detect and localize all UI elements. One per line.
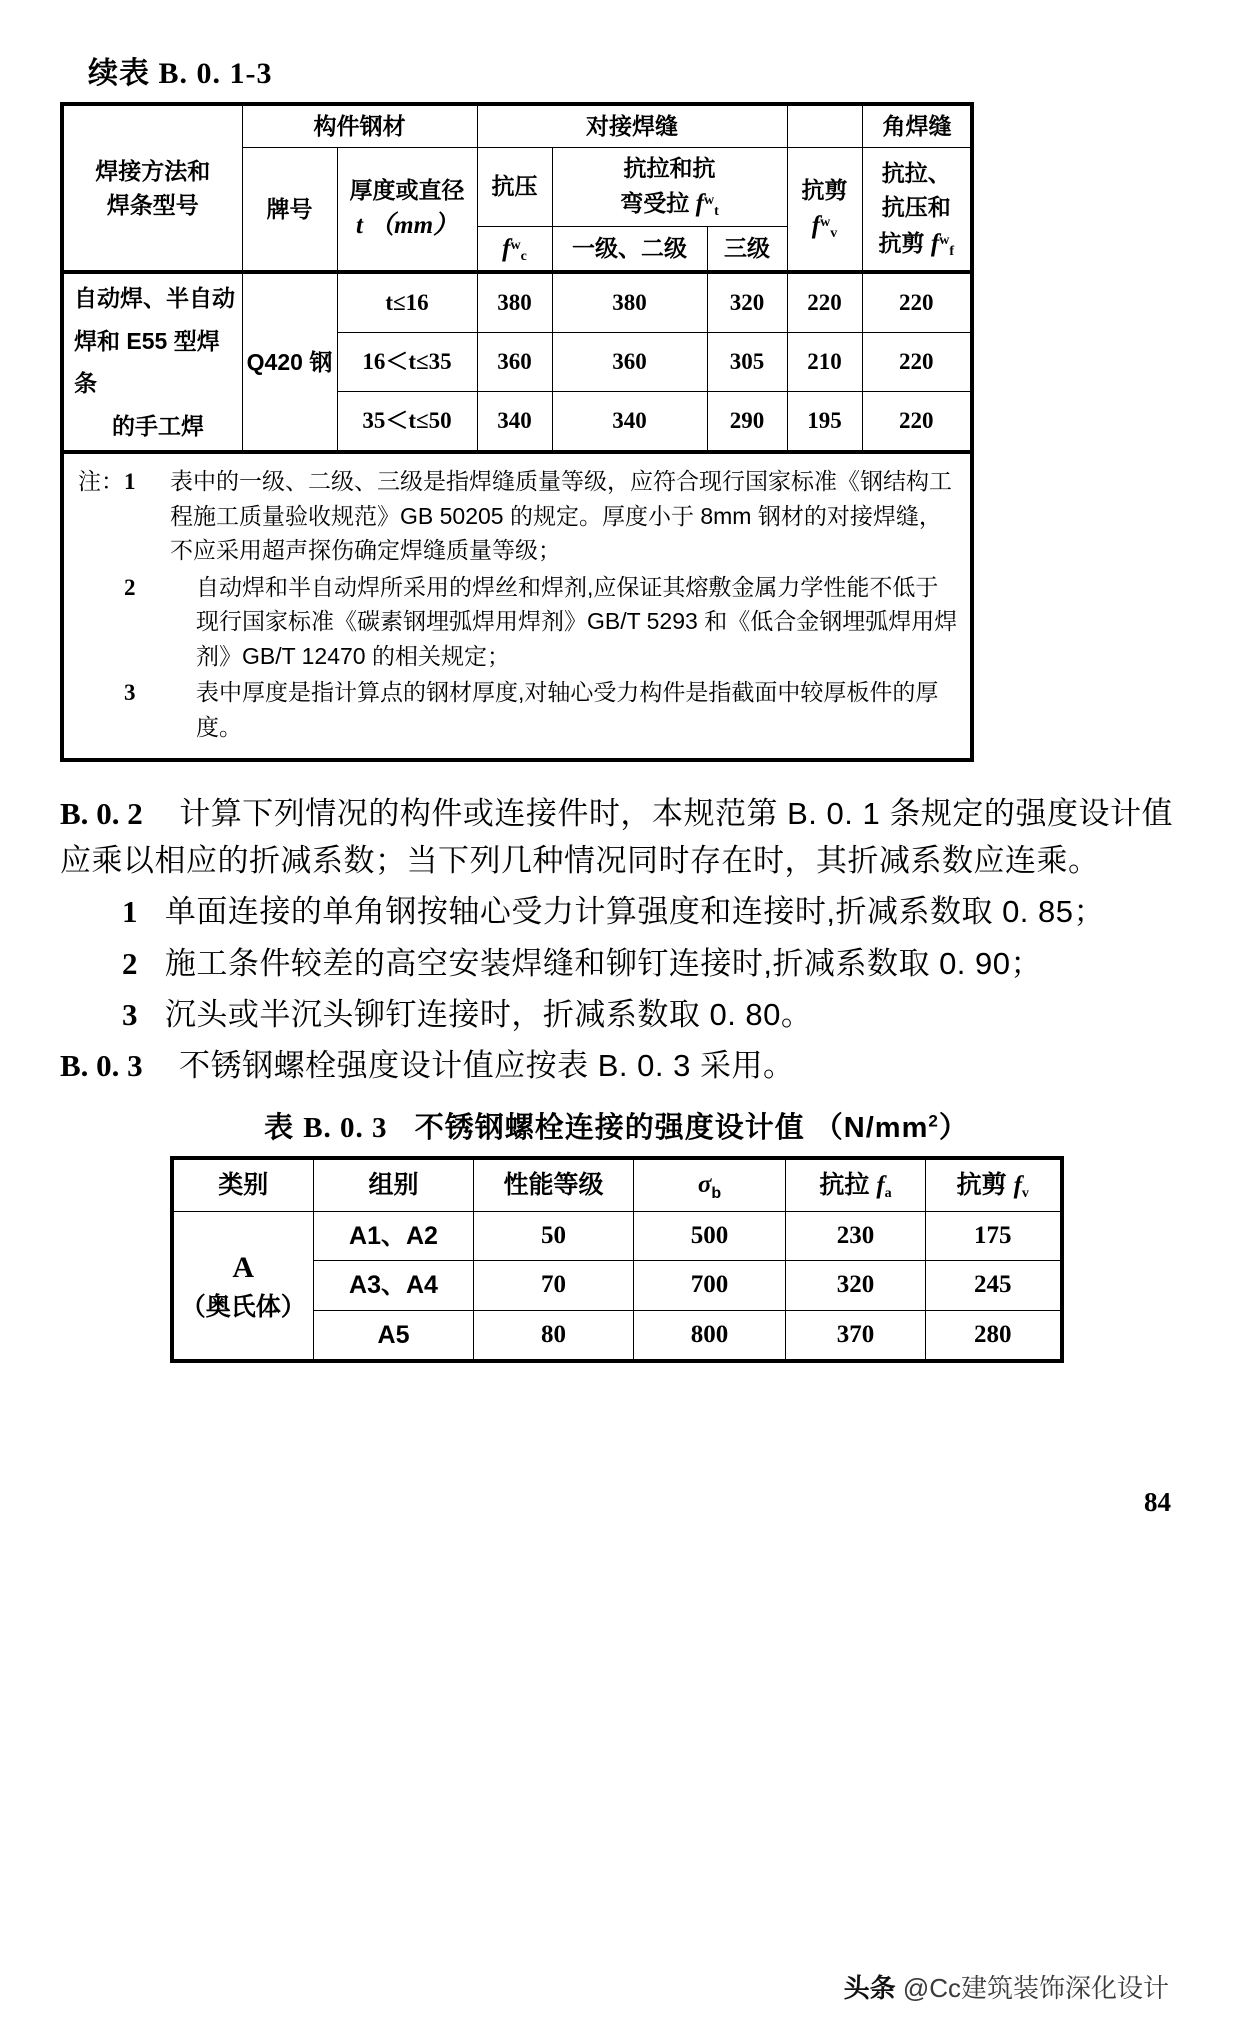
header-tension-line2: 弯受拉: [620, 190, 690, 216]
b02-paragraph: [60, 790, 1173, 884]
header-tension: [552, 147, 787, 226]
cell-shear-2: 210: [787, 333, 862, 392]
cell-fillet-1: 220: [862, 272, 972, 333]
header-group-steel: 构件钢材: [242, 104, 477, 147]
cell-grade-2: 70: [474, 1261, 634, 1310]
header-compression-symbol: $f^w_c$: [502, 234, 527, 264]
header-tension: 抗拉 $f_a$: [786, 1158, 926, 1212]
table-b03-caption-unit: $(N/mm^2)$: [813, 1111, 969, 1144]
cell-tension-3: 370: [786, 1310, 926, 1361]
cell-tension3-1: 320: [707, 272, 787, 333]
cell-thickness-1: t≤16: [337, 272, 477, 333]
header-group-butt-weld: 对接焊缝: [477, 104, 787, 147]
b02-item-2-text: 施工条件较差的高空安装焊缝和铆钉连接时,折减系数取 0. 90；: [164, 945, 1043, 981]
header-welding-method-line2: 焊条型号: [106, 192, 199, 218]
note-text-1: 表中的一级、二级、三级是指焊缝质量等级，应符合现行国家标准《钢结构工程施工质量验收规范》GB 50205 的规定。厚度小于 8mm 钢材的对接焊缝，不应采用超声探伤确定焊缝质量等级；: [170, 468, 952, 564]
cell-group-3: A5: [314, 1310, 474, 1361]
section-b02: [60, 790, 1173, 1089]
b03-paragraph: [60, 1042, 1173, 1089]
category-name: （奥氏体）: [180, 1293, 306, 1322]
continued-table-caption: [88, 48, 1173, 92]
table-notes: [62, 452, 972, 760]
b02-item-3-number: 3: [122, 996, 138, 1032]
cell-compression-2: 360: [477, 333, 552, 392]
page-number: 84: [1144, 1487, 1171, 1517]
cell-grade-3: 80: [474, 1310, 634, 1361]
header-thickness-label: 厚度或直径: [349, 176, 465, 203]
cell-sigmab-3: 800: [634, 1310, 786, 1361]
table-b03-header-row: [172, 1158, 1062, 1212]
header-shear: 抗剪 $f_v$: [926, 1158, 1062, 1212]
header-quality-grade-3: 三级: [707, 226, 787, 272]
b02-item-3-text: 沉头或半沉头铆钉连接时，折减系数取 0. 80。: [164, 996, 813, 1032]
watermark-text: @Cc建筑装饰深化设计: [902, 1973, 1169, 2003]
b02-item-2-number: 2: [122, 945, 138, 981]
header-thickness: [337, 147, 477, 272]
cell-category: [172, 1212, 314, 1361]
cell-tension12-2: 360: [552, 333, 707, 392]
note-label-1: 注：1: [78, 468, 136, 495]
cell-tension12-3: 340: [552, 391, 707, 452]
table-row: [62, 272, 972, 333]
header-welding-method: [62, 104, 242, 272]
category-letter: A: [232, 1250, 255, 1284]
welding-method-line1: 自动焊、半自动: [74, 285, 235, 311]
watermark: [844, 1968, 1169, 2005]
cell-tension-1: 230: [786, 1212, 926, 1261]
cell-group-2: A3、A4: [314, 1261, 474, 1310]
header-fillet-line3: 抗剪: [878, 229, 925, 256]
b03-tag: B. 0. 3: [60, 1047, 143, 1083]
cell-grade-1: 50: [474, 1212, 634, 1261]
header-compression: [477, 147, 552, 226]
header-tension-symbol: $f^w_t$: [695, 190, 719, 219]
cell-compression-3: 340: [477, 391, 552, 452]
header-compression-label: 抗压: [491, 173, 538, 200]
note-number-1: 1: [124, 469, 136, 495]
b02-item-1: [60, 888, 1173, 935]
table-b01-3-continued: [60, 102, 974, 762]
note-item: [78, 464, 958, 568]
table-b03-caption: [60, 1105, 1173, 1146]
table-notes-row: [62, 452, 972, 760]
header-steel-grade: 牌号: [242, 147, 337, 272]
b02-item-1-text: 单面连接的单角钢按轴心受力计算强度和连接时,折减系数取 0. 85；: [164, 894, 1106, 930]
header-fillet-symbol: $f^w_f$: [930, 229, 955, 259]
note-item: [78, 675, 958, 744]
header-quality-grade-12: 一级、二级: [552, 226, 707, 272]
header-thickness-unit: t （mm）: [355, 212, 459, 240]
cell-sigmab-2: 700: [634, 1261, 786, 1310]
table-header-group-row: [62, 104, 972, 147]
note-label-3: [78, 675, 196, 711]
cell-shear-1: 175: [926, 1212, 1062, 1261]
cell-tension3-3: 290: [707, 391, 787, 452]
cell-fillet-3: 220: [862, 391, 972, 452]
b02-item-3: [60, 991, 1173, 1038]
header-shear-label: 抗剪: [801, 176, 848, 203]
header-category: 类别: [172, 1158, 314, 1212]
cell-tension12-1: 380: [552, 272, 707, 333]
table-b03: [170, 1156, 1064, 1363]
b03-text: 不锈钢螺栓强度设计值应按表 B. 0. 3 采用。: [179, 1047, 795, 1083]
cell-sigmab-1: 500: [634, 1212, 786, 1261]
caption-prefix: 续表: [88, 57, 150, 90]
header-group-butt-weld-spacer: [787, 104, 862, 147]
cell-thickness-2: 16＜t≤35: [337, 333, 477, 392]
welding-method-line2: 焊和 E55 型焊条: [74, 327, 220, 397]
header-tension-line1: 抗拉和抗: [623, 154, 716, 181]
cell-steel-grade: Q420 钢: [242, 272, 337, 452]
cell-thickness-3: 35＜t≤50: [337, 391, 477, 452]
note-text-2: 自动焊和半自动焊所采用的焊丝和焊剂,应保证其熔敷金属力学性能不低于现行国家标准《碳素钢埋弧焊用焊剂》GB/T 5293 和《低合金钢埋弧焊用焊剂》GB/T 12470 的相关规定；: [196, 573, 958, 669]
header-welding-method-line1: 焊接方法和: [95, 157, 211, 184]
b02-item-1-number: 1: [122, 894, 138, 930]
note-number-2: 2: [124, 574, 136, 600]
header-sigma-b: $\sigma_b$: [634, 1158, 786, 1212]
cell-fillet-2: 220: [862, 333, 972, 392]
cell-tension-2: 320: [786, 1261, 926, 1310]
header-compression-symbol-cell: [477, 226, 552, 272]
cell-shear-2: 245: [926, 1261, 1062, 1310]
b02-item-2: [60, 940, 1173, 987]
table-b03-caption-id: B. 0. 3: [303, 1111, 388, 1144]
table-b03-caption-title: 不锈钢螺栓连接的强度设计值: [414, 1111, 805, 1144]
cell-shear-3: 280: [926, 1310, 1062, 1361]
b02-text: 计算下列情况的构件或连接件时，本规范第 B. 0. 1 条规定的强度设计值应乘以相应的折减系数；当下列几种情况同时存在时，其折减系数应连乘。: [60, 796, 1173, 879]
note-item: [78, 570, 958, 674]
header-performance-grade: 性能等级: [474, 1158, 634, 1212]
cell-welding-method: [62, 272, 242, 452]
cell-compression-1: 380: [477, 272, 552, 333]
note-text-3: 表中厚度是指计算点的钢材厚度,对轴心受力构件是指截面中较厚板件的厚度。: [196, 679, 939, 740]
header-shear: [787, 147, 862, 272]
cell-shear-1: 220: [787, 272, 862, 333]
header-fillet-line1: 抗拉、: [881, 159, 951, 186]
welding-method-line3: 的手工焊: [112, 412, 204, 439]
b02-tag: B. 0. 2: [60, 796, 143, 832]
header-group-fillet-weld: 角焊缝: [862, 104, 972, 147]
caption-id: B. 0. 1-3: [158, 57, 273, 90]
table-b03-caption-prefix: 表: [264, 1111, 295, 1144]
note-number-3: 3: [124, 680, 136, 706]
header-group: 组别: [314, 1158, 474, 1212]
header-fillet-line2: 抗压和: [881, 194, 951, 220]
cell-group-1: A1、A2: [314, 1212, 474, 1261]
watermark-head: 头条: [843, 1973, 896, 2003]
note-label-2: [78, 570, 196, 606]
table-row: [172, 1212, 1062, 1261]
header-fillet-detail: [862, 147, 972, 272]
cell-shear-3: 195: [787, 391, 862, 452]
cell-tension3-2: 305: [707, 333, 787, 392]
header-shear-symbol: $f^w_v$: [811, 212, 838, 242]
